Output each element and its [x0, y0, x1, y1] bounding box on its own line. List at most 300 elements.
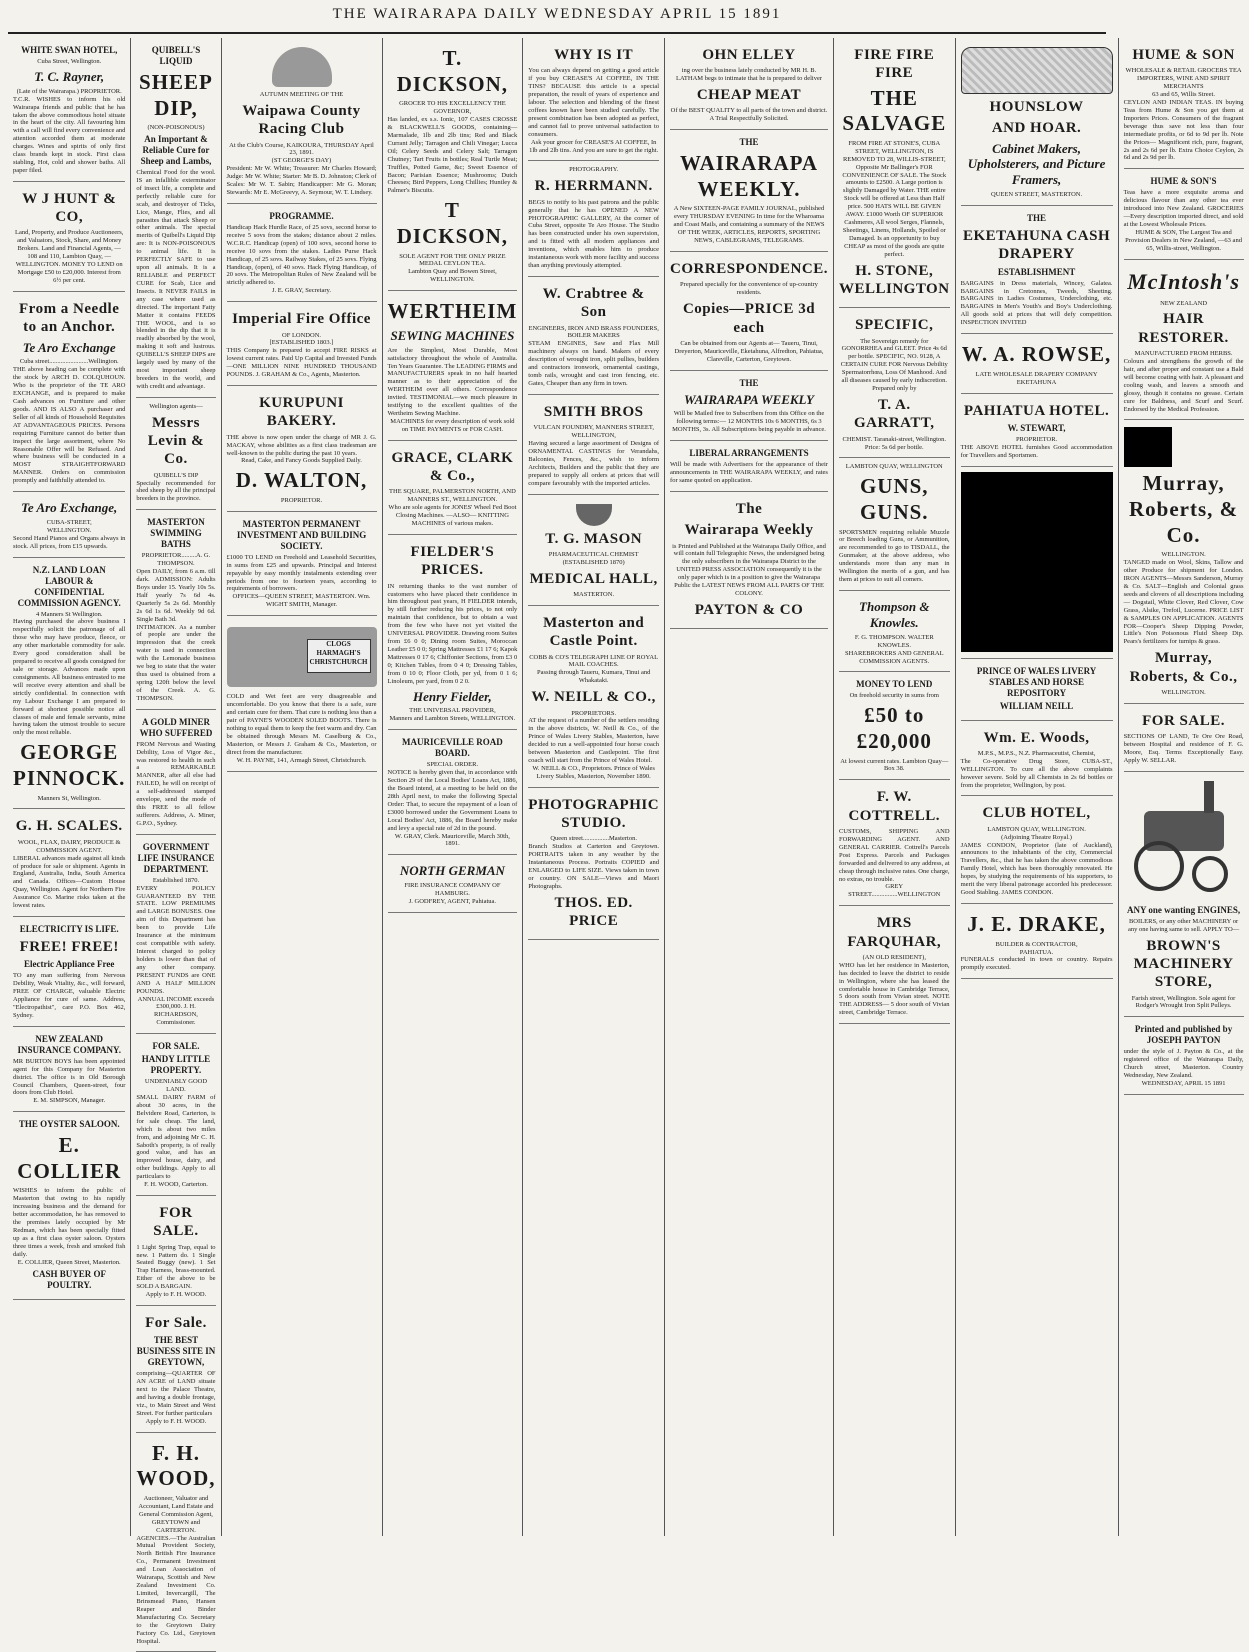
ad-body: Colours and strengthens the growth of the hair, and after proper and constant use a Bald will become coating with hair. A pleasant and cooling wash, and leaves a smooth and glossy, though it contains no grease. Certain cure for Baldness, and Scurf and Scurf. Endorsed by the Medical Profession. — [1123, 357, 1244, 413]
ad-note: Apply to F. H. WOOD. — [145, 1417, 207, 1425]
ad-business-site — [136, 1306, 215, 1433]
ad-drake-builder — [961, 904, 1113, 979]
boot-label — [307, 639, 371, 673]
ad-subtitle: BUILDER & CONTRACTOR, — [995, 940, 1078, 948]
ad-wertheim — [388, 291, 518, 441]
ad-title: HUME & SON — [1132, 47, 1235, 63]
ad-title: PROGRAMME. — [269, 210, 334, 221]
ad-subtitle: FIRE INSURANCE COMPANY OF HAMBURG. — [404, 882, 501, 898]
ad-note: PAHIATUA. — [1019, 948, 1054, 956]
mcintosh-logo: McIntosh's — [1127, 268, 1240, 294]
ad-note: F. H. WOOD, Carterton. — [144, 1181, 208, 1189]
ad-body: LIBERAL advances made against all kinds of produce for sale or shipment. Agents in England, Australia, India, South America and Canada. Offices—Custom House Quay, Wellington. Agent for Northern Fire Assurance Co. Marine risks taken at the lowest rates. — [13, 854, 126, 910]
redacted-region — [961, 472, 1113, 652]
ad-subtitle: COBB & CO'S TELEGRAPH LINE OF ROYAL MAIL COACHES. — [529, 653, 659, 669]
ad-heading: T. A. GARRATT, — [854, 396, 935, 432]
ad-scales — [13, 809, 125, 917]
ad-note: Can be obtained from our Agents at— Taueru, Tinui, Dreyerton, Mauriceville, Eketahuna, Alfredton, Pahiatua, Clareville, Carterton, Greytown. — [674, 339, 824, 363]
ad-title: HUME & SON'S — [1150, 176, 1217, 187]
ad-subtitle: LAMBTON QUAY, WELLINGTON. — [987, 825, 1086, 833]
ad-title: Wm. E. Woods, — [983, 729, 1090, 746]
ad-subtitle: WHOLESALE & RETAIL GROCERS TEA IMPORTERS, WINE AND SPIRIT MERCHANTS — [1125, 67, 1242, 91]
ad-subtitle: VULCAN FOUNDRY, MANNERS STREET, WELLINGTON, — [533, 424, 654, 440]
ad-subtitle: CUBA-STREET, — [46, 519, 92, 526]
ad-subtitle: Electric Appliance Free — [24, 959, 115, 970]
ad-heading: BROWN'S MACHINERY STORE, — [1133, 937, 1234, 991]
ad-body: JAMES CONDON, Proprietor (late of Auckland), announces to the inhabitants of the city, Commercial Travellers, &c., that he has taken the above commodious Family Hotel, which has been thoroughly renovated. He hopes, by studying the requirements of his supporters, to merit the very liberal patronage accorded his predecessor. Good Stabling. JAMES CONDON. — [960, 841, 1113, 897]
ad-heading: EKETAHUNA CASH DRAPERY — [962, 228, 1111, 263]
ad-note: J. E. GRAY, Secretary. — [272, 287, 331, 295]
ad-subtitle: UNDENIABLY GOOD LAND. — [144, 1078, 208, 1094]
ad-subtitle: Manners St, Wellington. — [37, 794, 101, 802]
ad-heading: GEORGE PINNOCK. — [13, 740, 126, 790]
ad-title: T. DICKSON, — [396, 46, 509, 96]
ad-note: GREYTOWN and CARTERTON. — [151, 1518, 201, 1534]
ad-body: President: Mr W. White; Treasurer: Mr Charles Howard; Judge: Mr W. White; Starter: Mr B. D. Johnston; Clerk of Scales: Mr W. T. Sabin; Handicapper: Mr G. Moran; Stewards: Mr E. McGreevy, A. Seymour, W. T. Lindsey. — [226, 165, 377, 197]
ad-subtitle: THE UNIVERSAL PROVIDER, — [409, 707, 496, 715]
mortar-pestle-icon — [576, 504, 612, 526]
ad-body: Having secured a large assortment of Designs of ORNAMENTAL CASTINGS for Verandahs, Balconies, Fences, &c., wish to inform Architects, Builders and the public that they are prepared to supply all orders at prices that will compare favourably with the imported articles. — [528, 440, 660, 487]
ad-body: FROM Nervous and Wasting Debility, Loss of Vigor &c., was restored to health in such a REMARKABLE MANNER, after all else had FAILED, he will on receipt of a self-addressed stamped envelope, send the mode of this FREE to all fellow sufferers. Address, A. Miner, G.P.O., Sydney. — [136, 740, 216, 827]
ad-body: NOTICE is hereby given that, in accordance with Section 29 of the Local Bodies' Loans Act, 1886, the Board intend, at a meeting to be held on the 28th April next, to make the following Special Order: That, to secure the repayment of a loan of £3000 borrowed under the Government Loans to Local Bodies' Act, 1886, the Board hereby make and levy a special rate of 2d in the pound. — [387, 769, 518, 832]
ad-subtitle: Cabinet Makers, Upholsterers, and Picture Framers, — [967, 140, 1106, 188]
ad-title: MASTERTON SWIMMING BATHS — [147, 517, 205, 550]
ad-note: Ask your grocer for CREASE'S AI COFFEE, In 1lb and 2lb tins. And you are sure to get the right. — [529, 138, 659, 154]
ad-subtitle: OF LONDON. — [282, 331, 322, 339]
ad-note: Read, Cake, and Fancy Goods Supplied Daily. — [241, 457, 362, 465]
ad-title: Wellington agents— — [149, 402, 203, 410]
ad-heading: WAIRARAPA WEEKLY. — [679, 151, 819, 201]
ad-woods-chemist — [961, 721, 1113, 797]
imprint-body: under the style of J. Payton & Co., at the registered office of the Wairarapa Daily, Church street, Masterton. Country Wednesday, New Zealand. — [1123, 1048, 1244, 1080]
column-5 — [523, 38, 665, 1536]
ad-note: J. GODFREY, AGENT, Pahiatua. — [408, 898, 497, 906]
column-1 — [8, 38, 131, 1536]
ad-cottrell — [839, 780, 950, 906]
ad-subtitle: SPECIAL ORDER. — [426, 761, 479, 769]
ad-hunt-and-co — [13, 182, 125, 292]
ad-body: MR BURTON BOYS has been appointed agent for this Company for Masterton district. The office is in Old Borough Council Chambers, Queen-street, four doors from Club Hotel. — [13, 1057, 126, 1097]
ad-body: 1 Light Spring Trap, equal to new. 1 Pattern do. 1 Single Seated Buggy (new). 1 Set Trap Harness, brass-mounted. Either of the above to be SOLD A BARGAIN. — [136, 1243, 216, 1291]
ad-levin — [136, 398, 215, 511]
ad-body: Has landed, ex s.s. Ionic, 107 CASES CROSSE & BLACKWELL'S GOODS, containing— Marmalade, 1lb and 2lb tins; Red and Black Currant Jelly; Tarragon and Chili Vinegar; Lucca Oil; Celery Seeds and Celery Salt; Tarragon Chutney; Tart Fruits in bottles; Real Turtle Meat; Truffles, Potted Game, &c; Sweet Essence of Bacon; Parisian Essence; Mushrooms; Dutch Cheeses; Bird Peppers, Long Chillies; Huntley & Palmer's Biscuits. — [387, 116, 518, 195]
ad-note: E. M. SIMPSON, Manager. — [33, 1097, 106, 1105]
column-4 — [383, 38, 524, 1536]
ad-te-aro-exchange-2 — [13, 492, 125, 558]
masthead: THE WAIRARAPA DAILY WEDNESDAY APRIL 15 1891 — [8, 6, 1106, 34]
ad-fh-wood — [136, 1433, 215, 1652]
ad-body: Chemical Food for the wool. IS an infallible exterminator of insect life, a complete and perfectly reliable cure for scab, and destroyer of Ticks, Lice, Mange, Flies, and all parasites that attack Sheep or other animals. The special merits of Quibell's Liquid Dip are: It is NON-POISONOUS to animal life. It is PERFECTLY SAFE to use upon all animals. It is a RELIABLE and PERFECT CURE for Scab, Lice and Insects. It NEVER FAILS in any case where used as directed. The important Fatty Matter it contains FEEDS THE WOOL, and is so blended in the dip that it is readily absorbed by the wool, making it soft and lustrous. QUIBELL'S SHEEP DIPS are largely used by many of the most important sheep breeders in the world, and with credit and advantage. — [136, 168, 216, 390]
ad-subtitle: ESTABLISHMENT — [997, 266, 1076, 277]
ad-title: GRACE, CLARK & Co., — [391, 449, 514, 485]
ad-imperial-fire — [227, 302, 377, 386]
ad-heading: Te Aro Exchange — [22, 339, 116, 355]
ad-subtitle: Cuba Street, Wellington. — [37, 57, 102, 65]
ad-body: SPORTSMEN requiring reliable Muzzle or Breech loading Guns, or Ammunition, are recommended to go to TISDALL, the Gunmaker, at the above address, who understands more than any man in Wellington the merits of a gun, and has them at prices to suit all comers. — [838, 528, 950, 584]
ad-title: GUNS, GUNS. — [859, 474, 929, 524]
ad-title: SMITH BROS — [543, 403, 644, 420]
ad-title: MONEY TO LEND — [856, 679, 933, 690]
ad-heading: HAIR RESTORER. — [1138, 311, 1229, 346]
ad-title: N.Z. LAND LOAN LABOUR & CONFIDENTIAL COMMISSION AGENCY. — [17, 564, 121, 608]
boot-label-title: CLOGS — [326, 640, 351, 649]
ad-subtitle: LAMBTON QUAY, WELLINGTON — [845, 463, 943, 471]
ad-body: AT the request of a number of the settlers residing in the above districts, W. Neill & Co., of the Prince of Wales Livery Stables, Masterton, have decided to run a well-appointed four horse coach between Masterton and Castlepoint. The first coach will start from the Prince of Wales Hotel. — [528, 717, 660, 765]
ad-note: (Late of the Wairarapa.) PROPRIETOR. — [16, 87, 122, 95]
ad-body: Having purchased the above business I respectfully solicit the patronage of all those who may have produce, fleece, or any other marketable commodity for sale. Every good consideration shall be prepared to receive all goods consigned for sale or storage. Advances made upon consignments. All business entrusted to me will receive every attention and shall be strictly confidential. In connection with my Labour Exchange I am prepared to forward at shortest possible notice all classes of male and female servants, mine having taken the utmost trouble to secure only the most reliable. — [13, 618, 126, 737]
ad-subtitle: F. G. THOMPSON. WALTER KNOWLES. — [854, 633, 934, 649]
ad-heading: £50 to £20,000 — [856, 703, 932, 753]
ad-title: THE — [739, 377, 759, 388]
ad-body: Opposite Mr Ballinger's FOR CONVENIENCE OF SALE. The Stock amounts to £2500. A Large portion is slightly Damaged by Water. THE entire Stock will be offered at Less than Half price. 500 HATS WILL BE GIVEN AWAY. £1000 Worth OF SUPERIOR Cashmeres, All wool Serges, Flannels, Sheetings, Linens, Hollands, Spoiled or Damaged. Is an opportunity to buy CHEAP as most of the goods are quite perfect. — [842, 163, 947, 258]
ad-subtitle: WELLINGTON. — [1161, 551, 1206, 559]
ad-body: Will be Mailed free to Subscribers from this Office on the following terms:— 12 MONTHS 10s 6 MONTHS, 6s 3 MONTHS, 3s. All Subscriptions being payable in advance. — [672, 410, 826, 434]
ad-heading: T DICKSON, — [396, 198, 509, 248]
ad-building-society — [227, 512, 377, 616]
ad-salvage — [839, 38, 950, 308]
ad-heading: HANDY LITTLE PROPERTY. — [141, 1054, 211, 1076]
ad-body: TANGED made on Wool, Skins, Tallow and other Produce for shipment for London. IRON AGENTS—Messrs Sanderson, Murray & Co. SALT—English and Colonial grass seeds and clovers of all descriptions including— Dogstail, White Clover, Red Clover, Cow Grass, Alsike, Trefoil, Lucerne. PRICE LIST & SAMPLES ON APPLICATION. AGENTS FOR—Cooper's Sheep Dipping Powder, Little's Non Poisonous Fluid Sheep Dip. Pears's fertilizers for turnips & grass. — [1123, 559, 1244, 646]
ad-heading: WAIRARAPA WEEKLY — [684, 391, 814, 407]
ad-note: W. H. PAYNE, 141, Armagh Street, Christchurch. — [236, 756, 367, 764]
ad-body: COLD and Wet feet are very disagreeable and uncomfortable. Do you know that there is a safe, sure and certain cure for them. That cure is nothing less than a pair of PAYNE'S WOODEN SOLED BOOTS. There is nothing to equal them to keep the feet warm and dry. Can be obtained through Messrs M. Caselburg & Co., Masterton, or Messrs J. Graham & Co., Masterton, or direct from the manufacturer. — [226, 693, 377, 756]
ad-photographic-studio — [528, 788, 659, 941]
column-3 — [222, 38, 383, 1536]
ad-heading: AND HOAR. — [991, 120, 1082, 137]
ad-body: WISHES to inform the public of Masterton that owing to his rapidly increasing business and the demand for better accommodation, he has removed to the premises lately occupied by Mr Redman, which has been specially fitted up as a first class oyster saloon. Oysters three times a week, fresh and smoked fish daily. — [13, 1187, 126, 1258]
ad-subtitle: Auctioneer, Valuator and Accountant, Land Estate and General Commission Agent, — [138, 1494, 214, 1518]
ad-title: WHY IS IT — [554, 47, 634, 63]
ad-body: THE above heading can be complete with the stock by ARCH D. COLQUHOUN. Who is the proprietor of the TE ARO EXCHANGE, and is prepared to make Cash advances on Furniture and other goods. AND IS ALSO A purchaser and Seller of all kinds of Household Requisites AT ADVANTAGEOUS PRICES. Persons requiring Furniture cannot do better than inspect the large assortment, where No Reasonable Offer will be Refused. And where business will be conducted in a MOST STRAIGHTFORWARD MANNER. Orders on commission promptly and faithfully attended to. — [13, 366, 126, 485]
ad-body: You can always depend on getting a good article if you buy CREASE'S AI COFFEE, IN THE TINS? BECAUSE this article is a special preparation, the result of years of experience and labour. The selection and blending of the finest coffees known have been studied carefully. The present combination has been adopted as perfect, and cannot fail to prove universal satisfaction to consumers. — [528, 67, 660, 138]
ad-smith-bros — [528, 395, 659, 495]
ad-body: The Sovereign remedy for GONORRHEA and GLEET. Price 4s 6d per bottle. SPECIFIC, NO. 9128, A CERTAIN CURE FOR Nervous Debility Spermatorrhœa, Loss Of Manhood. And all diseases caused by early indiscretion. Prepared only by — [840, 337, 948, 393]
ad-subtitle: GROCER TO HIS EXCELLENCY THE GOVERNOR, — [399, 100, 506, 116]
ad-subtitle: Established 1870. — [152, 876, 200, 884]
ad-note: Farish street, Wellington. Sole agent for Rodger's Wrought Iron Split Pulleys. — [1131, 994, 1236, 1010]
ad-heading: E. COLLIER — [17, 1133, 122, 1183]
ad-body: THE ABOVE HOTEL furnishes Good accommodation for Travellers and Sportsmen. — [960, 443, 1113, 459]
ad-subtitle: FROM FIRE AT STONE'S, CUBA STREET, WELLINGTON, IS REMOVED TO 28, WILLIS-STREET, — [842, 139, 946, 163]
ad-title: ELECTRICITY IS LIFE. — [19, 924, 119, 935]
ad-wairarapa-weekly — [670, 130, 828, 252]
ad-swimming-baths — [136, 510, 215, 709]
ad-mason-chemist — [528, 495, 659, 606]
ad-body: Will be made with Advertisers for the appearance of their announcements in THE WAIRARAPA WEEKLY, and rates for same quoted on application. — [670, 461, 828, 484]
ad-for-sale-trap — [136, 1196, 215, 1306]
ad-title: KURUPUNI BAKERY. — [259, 395, 344, 430]
ad-hounslow-hoar — [961, 38, 1113, 206]
ad-heading: Messrs Levin & Co. — [147, 414, 205, 468]
ad-title: F. W. COTTRELL. — [848, 789, 941, 824]
ad-rowse — [961, 334, 1113, 393]
ad-note: QUEEN STREET, MASTERTON. — [991, 191, 1083, 199]
ad-programme — [227, 204, 377, 302]
ad-heading: WILLIAM NEILL — [999, 700, 1074, 711]
ad-money-to-lend — [839, 672, 950, 780]
ad-body: AGENCIES.—The Australian Mutual Provident Society, North British Fire Insurance Co., Permanent Investment and Loan Association of Wairarapa, Scottish and New Zealand Investment Co. Limited, Invercargill, The Brinsmead Piano, Hansen Reaper and Binder Manufacturing Co. Secretary to the Greytown Dairy Factory Co. Ltd., Greytown Hospital. — [136, 1534, 216, 1645]
ad-note: [ESTABLISHED 1803.] — [269, 339, 334, 347]
ad-body: Open DAILY, from 6 a.m. till dark. ADMISSION: Adults Boys under 15. Yearly 10s 5s. Half yearly 7s 6d 4s. Quarterly 5s 2s 6d. Monthly 2s 6d 1s 6d. Weekly 9d 6d. Single Bath 3d. — [136, 568, 216, 623]
ad-note: PROPRIETOR. — [1015, 435, 1058, 443]
ad-title: Imperial Fire Office — [232, 311, 371, 328]
ad-handy-property — [136, 1034, 215, 1196]
ad-title: FOR SALE. — [152, 1041, 200, 1052]
ad-racing-club — [227, 38, 377, 204]
ad-heading: CHEAP MEAT — [696, 87, 802, 104]
ad-body: IN returning thanks to the vast number of customers who have placed their confidence in him throughout past years, H FIELDER intends, by still further reducing his prices, to not only maintain that confidence, but to obtain a vast from the few who have not yet visited the UNIVERSAL PROVIDER. Drawing room Suites from £6 0 0; Dining room Suites, Moroccan Leather £5 0 0; Spring Mattresses £1 17 6; Kapok Mattresses 0 17 6; Chiffonier Sections, from £3 0 0; Kitchen Tables, from 0 4 0; Dressing Tables, from 0 10 0; Floor Cloth, per yd, from 0 1 6; Linoleum, per yard, from 0 2 0. — [387, 582, 518, 685]
ad-clogs — [227, 616, 377, 771]
ad-subtitle: Cuba street........................Wellington. — [19, 358, 119, 366]
ad-heading: Waipawa County Racing Club — [242, 102, 361, 138]
ad-subtitle: SEWING MACHINES — [390, 327, 515, 343]
ad-crease-coffee — [528, 38, 659, 161]
ad-club-hotel — [961, 796, 1113, 904]
ad-body: Who are sole agents for JONES' Wheel Fed Boot Closing Machines. —ALSO— KNITTING MACHINES of various makes. — [388, 504, 517, 528]
ad-title: FIELDER'S PRICES. — [410, 544, 495, 579]
ad-subtitle: QUIBELL'S DIP — [153, 471, 199, 479]
ad-note: Apply to F. H. WOOD. — [145, 1291, 207, 1299]
ad-note: (ST GEORGE'S DAY) — [271, 157, 332, 165]
ad-subtitle: ENGINEERS, IRON AND BRASS FOUNDERS, BOILER MAKERS — [528, 324, 659, 340]
imprint — [1124, 1017, 1244, 1095]
ad-dickson — [388, 38, 518, 291]
ad-body: comprising—QUARTER OF AN ACRE of LAND situate next to the Palace Theatre, and having a double frontage, viz., to Main Street and West Street. For further particulars — [136, 1370, 216, 1417]
ad-title: NEW ZEALAND INSURANCE COMPANY. — [17, 1033, 121, 1055]
ad-subtitle: PROPRIETORS. — [571, 709, 617, 717]
ad-note: OFFICES—QUEEN STREET, MASTERTON. Wm. WIGHT SMITH, Manager. — [232, 593, 371, 609]
ad-north-german — [388, 855, 518, 913]
ad-title: THE OYSTER SALOON. — [18, 1119, 120, 1130]
ad-subtitle: M.P.S., M.P.S., N.Z. Pharmaceutist, Chemist, — [977, 749, 1096, 757]
ad-prince-of-wales-stables — [961, 659, 1113, 721]
ad-body: TO any man suffering from Nervous Debility, Weak Vitality, &c., will forward, FREE OF CHARGE, valuable Electric Appliance for cure of same. Address, "Electropathist", care P.O. Box 462, Sydney. — [13, 972, 126, 1019]
ad-body: THE above is now open under the charge of MR J. G. MACKAY, whose abilities as a first class tradesman are well-known to the public during the past 10 years. — [226, 433, 377, 457]
ad-title: QUIBELL'S LIQUID — [151, 45, 201, 66]
ad-redacted-block — [961, 467, 1113, 659]
ad-title: MASTERTON PERMANENT INVESTMENT AND BUILDING SOCIETY. — [236, 518, 367, 551]
ad-title: PHOTOGRAPHY. — [569, 166, 619, 174]
ad-title: FOR SALE. — [153, 1205, 199, 1240]
ad-body: EVERY POLICY GUARANTEED BY THE STATE. LOW PREMIUMS and LARGE BONUSES. One aim of this Department has been to provide Life Insurance at the minimum cost compatible with safety. Interest charged to policy holders is lower than that of any other company. PRESENT FUNDS are ONE AND A HALF MILLION POUNDS. — [136, 884, 216, 995]
ad-title: A GOLD MINER WHO SUFFERED — [139, 716, 213, 738]
ad-body: Are the Simplest, Most Durable, Most satisfactory throughout the whole of Australia. Ten Years Guarantee. The LEADING FIRMS and MANUFACTURERS speak in no half hearted manner as to their appreciation of the WERTHEIM over all others. Correspondence invited. TESTIMONIAL—we much pleasure in testifying to the excellent qualities of the Wertheim Sewing Machine. — [387, 346, 518, 418]
ad-note: CHEMIST. Taranaki-street, Wellington. Price: 5s 6d per bottle. — [842, 435, 947, 451]
column-9 — [1119, 38, 1249, 1536]
ad-body: BEGS to notify to his past patrons and the public generally that he has OPENED A NEW PHOTOGRAPHIC GALLERY, At the corner of Cuba Street, opposite Te Aro House. The Studio has been constructed under his own supervision, and is fitted with all modern appliances and inventions, which enables him to produce instantaneous work with more facility and success than anything previously attempted. — [528, 198, 660, 270]
ad-eketahuna-drapery — [961, 206, 1113, 334]
ad-fielders-prices — [388, 535, 518, 730]
ad-title: WHITE SWAN HOTEL, — [21, 45, 118, 55]
ad-title: MRS FARQUHAR, — [847, 915, 942, 950]
ad-note: An Important & Reliable Cure for Sheep and Lambs, — [140, 134, 212, 167]
ad-title: Masterton and Castle Point. — [543, 614, 645, 650]
ad-body: Prepared specially for the convenience of up-country residents. — [680, 281, 818, 297]
ad-gold-miner — [136, 710, 215, 835]
ad-body: Specially recommended for shed sheep by all the principal breeders in the province. — [136, 479, 216, 503]
steam-engine-illustration — [1124, 781, 1244, 901]
ad-body: T.C.R. WISHES to inform his old Wairarapa friends and public that he has taken the above commodious hotel situate in the heart of the city. All favouring him with a call will find every convenience and attention accorded them at moderate charges. Wines and spirits of only first class brands kept in stock. First class stabling, Hot, cold and shower baths. All paper filed. — [13, 95, 126, 174]
ad-title: FIRE FIRE FIRE — [854, 47, 935, 82]
ad-title: T. G. MASON — [545, 530, 643, 547]
ad-subtitle: At the Club's Course, KAIKOURA, THURSDAY April 23, 1891. — [229, 141, 374, 157]
ad-heading: Murray, Roberts, & Co., — [1129, 650, 1238, 685]
ad-title: Te Aro Exchange, — [21, 500, 118, 516]
ad-subtitle: (NON-POISONOUS) — [147, 124, 205, 132]
ad-body: Handicap Hack Hurdle Race, of 25 sovs, second horse to receive 5 sovs from the stakes; distance about 2 miles. W.C.R.C. Handicap (open) of 100 sovs, second horse to receive 10 sovs from the stakes. Ladies Purse Hack Handicap, of 25 sovs. Railway Stakes, of 25 sovs. Flying Handicap, (open), of 40 sovs. Hack Flying Handicap, of 20 sovs. The Metropolitan Rules of New Zealand will be strictly adhered to. — [226, 223, 377, 287]
imprint-date: WEDNESDAY, APRIL 15 1891 — [1141, 1079, 1226, 1087]
ad-title: OHN ELLEY — [702, 47, 796, 63]
ad-mauriceville-road-board — [388, 730, 518, 855]
ad-body: THIS Company is prepared to accept FIRE RISKS at lowest current rates. Paid Up Capital and Invested Funds—ONE MILLION NINE HUNDRED THOUSAND POUNDS. J. GRAHAM & Co., Agents, Masterton. — [226, 347, 377, 379]
ad-hair-restorer — [1124, 260, 1244, 421]
ad-body: Second Hand Pianos and Organs always in stock. All prices, from £15 upwards. — [13, 534, 126, 550]
ad-body: CUSTOMS, SHIPPING AND FORWARDING AGENT. AND GENERAL CARRIER. Cottrell's Parcels Post Express. Parcels and Packages forwarded and delivered to any address, at cheap through inclusive rates. One charge, no extras, no trouble. — [838, 827, 950, 883]
ad-subtitle: SOLE AGENT FOR THE ONLY PRIZE MEDAL CEYLON TEA. — [399, 252, 506, 268]
ad-note: INTIMATION. As a number of people are under the impression that the creek water is used in connection with the Lemonade business we beg to state that the water thus used is obtained from a spring 120ft below the level of the Creek. A. G. THOMPSON. — [136, 623, 216, 702]
ad-heading: SHEEP DIP, — [139, 69, 213, 120]
sofa-illustration — [961, 47, 1113, 94]
ad-subtitle: W. STEWART, — [1007, 422, 1066, 433]
ad-title: W. Crabtree & Son — [542, 285, 645, 321]
ad-title: ANY one wanting ENGINES, — [1126, 904, 1241, 915]
ad-white-swan-hotel — [13, 38, 125, 182]
ad-note: Manners and Lambton Streets, WELLINGTON. — [389, 715, 516, 723]
ad-quibell-sheep-dip — [136, 38, 215, 398]
ad-subtitle: LATE WHOLESALE DRAPERY COMPANY EKETAHUNA — [975, 370, 1098, 386]
ad-title: GOVERNMENT LIFE INSURANCE DEPARTMENT. — [137, 841, 215, 874]
column-8 — [956, 38, 1119, 1536]
ad-subtitle: WELLINGTON. — [1161, 688, 1206, 696]
ad-government-life — [136, 835, 215, 1034]
ad-oyster-saloon — [13, 1112, 125, 1299]
ad-grace-clark — [388, 441, 518, 535]
ad-guns — [839, 458, 950, 591]
ad-title: Thompson & Knowles. — [859, 599, 930, 630]
ad-title: J. E. DRAKE, — [967, 912, 1106, 937]
ad-nz-insurance — [13, 1027, 125, 1112]
ad-castle-point-coach — [528, 606, 659, 788]
ad-title: CLUB HOTEL, — [982, 805, 1091, 822]
ad-note: ANNUAL INCOME exceeds £300,000. J. H. RICHARDSON, Commissioner. — [137, 995, 215, 1027]
ad-note: 63 and 65, Willis Street. — [1152, 91, 1215, 99]
horse-racing-illustration — [272, 47, 332, 87]
ad-body: The Co-operative Drug Store, CUBA-ST., WELLINGTON. To cure all the above complaints however severe. Sold by all Chemists in 2s 6d bottles or from the proprietor, Wellington, by post. — [960, 757, 1113, 789]
ad-subtitle: MANUFACTURED FROM HERBS. — [1134, 350, 1233, 358]
ad-title: Murray, Roberts, & Co. — [1128, 471, 1239, 547]
ad-note: At lowest current rates. Lambton Quay—Box 38. — [840, 757, 949, 773]
columns — [8, 38, 1244, 1645]
ad-body: WHO has let her residence in Masterton, has decided to leave the district to reside in Wellington, where she has leased the comfortable house in Cambridge Terrace, 5 doors south from Vivian street. NOTE THE ADDRESS— 5 door south of Vivian street, Cambridge Terrace. — [838, 961, 950, 1017]
ad-body: FUNERALS conducted in town or country. Repairs promptly executed. — [960, 956, 1113, 972]
ad-body: Passing through Taueru, Kumara, Tinui and Whakataki. — [536, 669, 651, 685]
ad-title: NORTH GERMAN — [399, 863, 505, 879]
ad-correspondence — [670, 252, 828, 371]
ad-murray-roberts — [1124, 420, 1244, 703]
boot-label-maker: HARMAGH'S CHRISTCHURCH — [309, 648, 368, 666]
ad-note: HUME & SON, The Largest Tea and Provision Dealers in New Zealand, —63 and 65, Willis-street, Wellington. — [1125, 228, 1242, 252]
ad-subtitle: 4 Manners St Wellington. — [35, 610, 103, 618]
ad-body: BARGAINS in Dress materials, Wincey, Galatea. BARGAINS in Cretonnes, Tweeds, Sheeting. BARGAINS in Ladies Costumes, Underclothing, etc. BARGAINS in Men's Youth's and Boy's Underclothing. All goods sold at prices that will defy competition. INSPECTION INVITED — [960, 279, 1113, 327]
ad-note: Lambton Quay and Bowen Street, WELLINGTON. — [408, 268, 497, 284]
ad-title: WERTHEIM — [387, 299, 518, 324]
ad-body: SECTIONS OF LAND, Te Ore Ore Road, between Hospital and residence of F. G. Moore, Esq. Terms Exceptionally Easy. Apply W. SELLAR. — [1123, 733, 1244, 764]
ad-subtitle: PROPRIETOR. — [280, 496, 323, 504]
ad-subtitle: PROPRIETOR.........A. G. THOMPSON. — [141, 552, 211, 568]
ad-title: HOUNSLOW — [989, 99, 1084, 115]
ad-subtitle: THE SQUARE, PALMERSTON NORTH, AND MANNERS ST., WELLINGTON. — [389, 488, 516, 504]
ad-title: MAURICEVILLE ROAD BOARD. — [402, 737, 503, 759]
ad-weekly-subscription — [670, 371, 828, 442]
ad-note: Of the BEST QUALITY to all parts of the town and district. A Trial Respectfully Solicited. — [670, 107, 828, 123]
ad-for-sale-sections — [1124, 704, 1244, 772]
ad-note: W. GRAY, Clerk. Mauriceville, March 30th, 1891. — [394, 832, 510, 848]
ad-specific-garratt — [839, 308, 950, 458]
ad-title: THE — [739, 137, 759, 148]
ad-title: PRINCE OF WALES LIVERY STABLES AND HORSE REPOSITORY — [976, 665, 1097, 698]
ad-title: LIBERAL ARRANGEMENTS — [689, 448, 809, 459]
ad-te-aro-exchange — [13, 292, 125, 492]
ad-note: THOS. ED. PRICE — [554, 894, 633, 930]
ad-note: (Adjoining Theatre Royal.) — [1001, 833, 1072, 841]
ad-note: MACHINES for every description of work sold on TIME PAYMENTS or FOR CASH. — [390, 417, 515, 433]
ad-note: W. NEILL & CO., Proprietors. Prince of Wales Livery Stables, Masterton, November 1890. — [532, 764, 655, 780]
ad-hume-son — [1124, 38, 1244, 169]
column-6 — [665, 38, 834, 1536]
ad-note: GREY STREET................WELLINGTON — [848, 883, 941, 899]
ad-land-agency — [13, 558, 125, 810]
ad-title: From a Needle to an Anchor. — [19, 300, 120, 336]
ad-liberal-arrangements — [670, 441, 828, 492]
ad-mrs-farquhar — [839, 906, 950, 1024]
ad-john-elley — [670, 38, 828, 130]
ad-thompson-knowles — [839, 591, 950, 672]
column-2 — [131, 38, 221, 1645]
ad-title: FOR SALE. — [1142, 712, 1225, 729]
ad-heading: R. HERRMANN. — [534, 178, 653, 195]
ad-title: NEW ZEALAND — [1160, 299, 1208, 307]
ad-crabtree — [528, 277, 659, 395]
ad-body: £1000 TO LEND on Freehold and Leasehold Securities, in sums from £25 and upwards. Principal and Interest repayable by easy monthly instalments extending over periods from one to fourteen years, according to requirements of borrowers. — [226, 553, 377, 593]
ad-note: WELLINGTON. — [46, 526, 92, 534]
redacted-region — [1124, 427, 1172, 467]
ad-heading: Copies—PRICE 3d each — [682, 301, 816, 336]
ad-weekly-published — [670, 492, 828, 629]
ad-electricity — [13, 917, 125, 1027]
ad-body: ing over the business lately conducted by MR H. B. LATHAM begs to intimate that he is prepared to deliver — [675, 67, 823, 83]
ad-heading: THE SALVAGE — [842, 85, 947, 136]
ad-subtitle: WOOL, FLAX, DAIRY, PRODUCE & COMMISSION AGENT. — [17, 838, 121, 854]
ad-heading: D. WALTON, — [235, 468, 368, 493]
ad-kurupuni-bakery — [227, 386, 377, 512]
ad-body: On freehold security in sums from — [849, 692, 939, 700]
ad-heading: W. NEILL & CO., — [531, 689, 656, 706]
ad-subtitle: PHARMACEUTICAL CHEMIST (ESTABLISHED 1870) — [548, 550, 639, 566]
ad-note: E. COLLIER, Queen Street, Masterton. — [17, 1258, 121, 1266]
ad-body: Land, Property, and Produce Auctioneers, and Valuators, Stock, Share, and Money Brokers. Land and Financial Agents, — 108 and 110, Lambton Quay, — WELLINGTON. MONEY TO LEND on Mortgage £50 to £20,000. Interest from 6½ per cent. — [14, 229, 124, 285]
ad-body: A New SIXTEEN-PAGE FAMILY JOURNAL, published every THURSDAY EVENING In time for the Wharoama and Coast Mails, and containing a summary of the NEWS OF THE WEEK, ARTICLES, REPORTS, SPORTING NEWS, CABLEGRAMS, TELEGRAMS. — [673, 205, 825, 245]
ad-heading: MEDICAL HALL, — [529, 570, 658, 587]
ad-note: H. STONE, WELLINGTON — [838, 262, 950, 297]
ad-body: STEAM ENGINES, Saw and Flax Mill machinery always on hand. Makers of every description of wrought iron, split pullies, builders and contractors ironwork, ornamental castings, tomb rails, wrought and cast iron fencing, etc. Gates, Cheaper than any firm in town. — [528, 340, 660, 387]
ad-body: Teas have a more exquisite aroma and delicious flavour than any other tea ever introduced into New Zealand. GROCERIES—Every description imported direct, and sold at the Lowest Wholesale Prices. — [1123, 189, 1244, 229]
ad-title: SPECIFIC, — [855, 317, 934, 334]
ad-pahiatua-hotel — [961, 394, 1113, 467]
clog-boot-illustration — [227, 627, 377, 687]
ad-title: F. H. WOOD, — [136, 1440, 216, 1491]
ad-title: The — [735, 500, 763, 517]
ad-note: PAYTON & CO — [694, 601, 804, 618]
